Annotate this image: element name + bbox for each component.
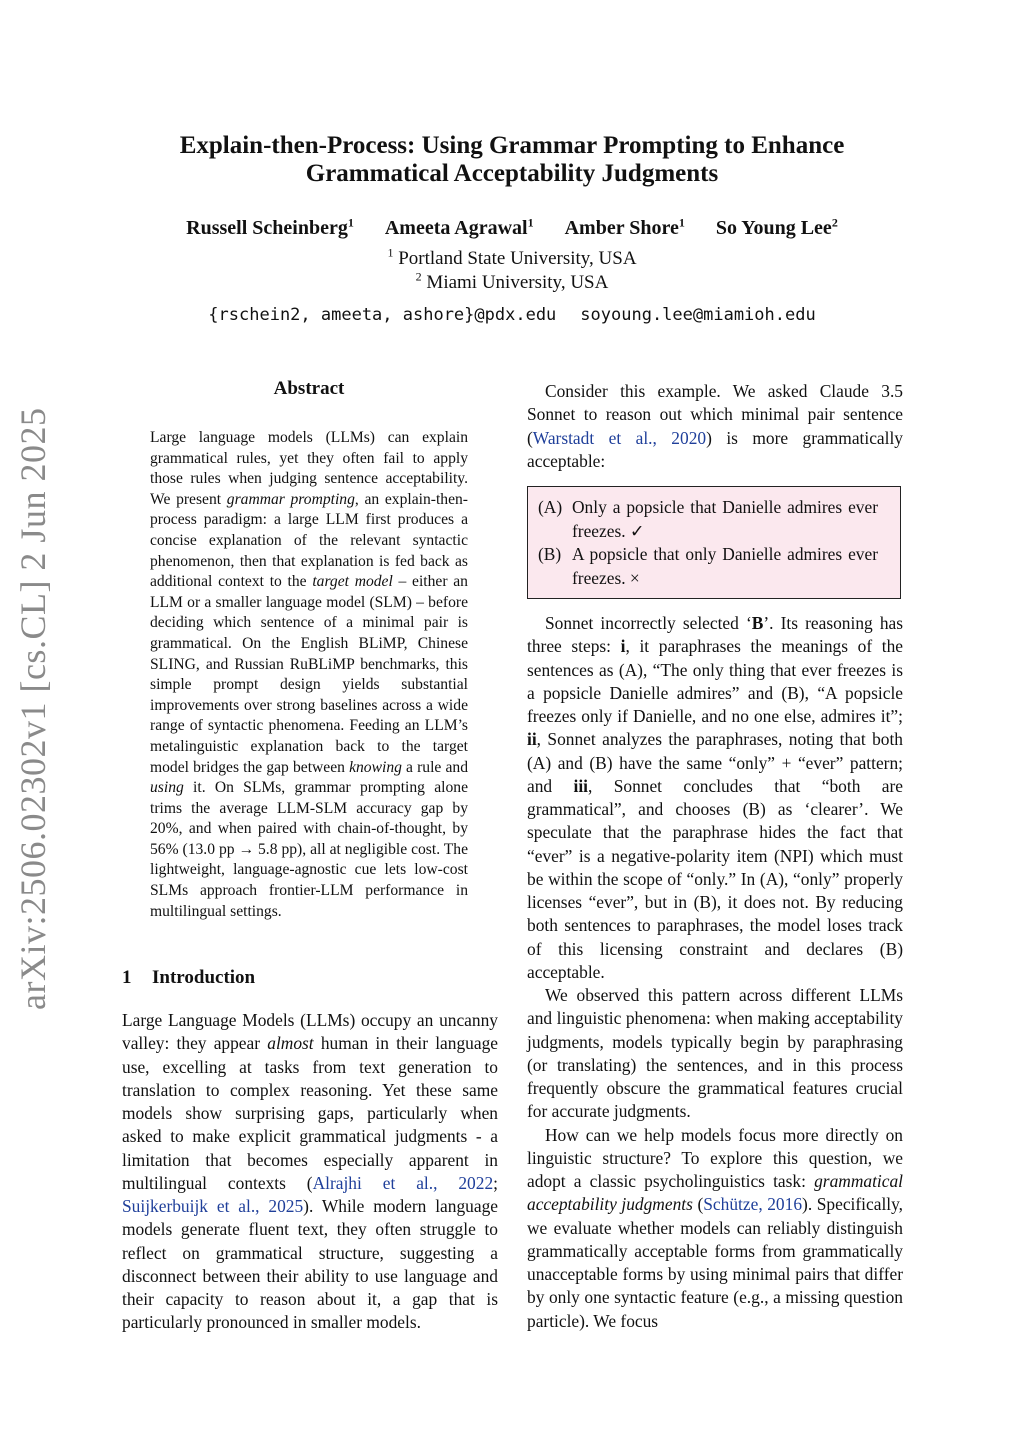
email: {rschein2, ameeta, ashore}@pdx.edu (208, 305, 557, 325)
author-list (110, 217, 914, 240)
title-line-1: Explain-then-Process: Using Grammar Prompting to Enhance (179, 132, 845, 159)
title-line-2: Grammatical Acceptability Judgments (305, 160, 719, 187)
example-item: (A) Only a popsicle that Danielle admires ever freezes. ✓ (538, 497, 878, 541)
example-item: (B) A popsicle that only Danielle admires ever freezes. × (538, 544, 878, 588)
email: soyoung.lee@miamioh.edu (580, 305, 816, 325)
citation-link[interactable]: Warstadt et al., 2020 (532, 427, 707, 448)
citation-link[interactable]: Schütze, 2016 (703, 1194, 803, 1215)
author: Ameeta Agrawal$^1$ (384, 215, 534, 239)
affiliation: $^1$ Portland State University, USA (387, 245, 637, 269)
citation-link[interactable]: Suijkerbuijk et al., 2025 (122, 1196, 304, 1216)
introduction-paragraph: Large Language Models (LLMs) occupy an uncanny valley: they appear almost human in their language use, excelling at tasks from text generation to translation to complex reasoning. Yet these same models show surprising gaps, particularly when asked to make explicit grammatical judgments - a limitation that becomes especially apparent in multilingual contexts (Alrajhi et al., 2022; Suijkerbuijk et al., 2025). While modern language models generate fluent text, they often struggle to reflect on grammatical structure, suggesting a disconnect between their ability to use language and their capacity to reason about it, a gap that is particularly pronounced in smaller models. (122, 1010, 498, 1333)
author-emails (110, 305, 914, 325)
example-box (527, 486, 901, 599)
arxiv-identifier: arXiv:2506.02302v1 [cs.CL] 2 Jun 2025 (13, 407, 53, 1010)
author: So Young Lee$^2$ (715, 215, 838, 239)
right-column-paragraph-1: Consider this example. We asked Claude 3.5 Sonnet to reason out which minimal pair sentence (Warstadt et al., 2020) is more grammatically acceptable: (527, 381, 903, 471)
paper-title (110, 132, 914, 188)
abstract-body: Large language models (LLMs) can explain grammatical rules, yet they often fail to apply those rules when judging sentence acceptability. We present grammar prompting, an explain-then-process paradigm: a large LLM first produces a concise explanation of the relevant syntactic phenomenon, then that explanation is fed back as additional context to the target model – either an LLM or a smaller language model (SLM) – before deciding which sentence of a minimal pair is grammatical. On the English BLiMP, Chinese SLING, and Russian RuBLiMP benchmarks, this simple prompt design yields substantial improvements over strong baselines across a wide range of syntactic phenomena. Feeding an LLM’s metalinguistic explanation back to the target model bridges the gap between knowing a rule and using it. On SLMs, grammar prompting alone trims the average LLM-SLM accuracy gap by 20%, and when paired with chain-of-thought, by 56% (13.0 pp → 5.8 pp), all at negligible cost. The lightweight, language-agnostic cue lets low-cost SLMs approach frontier-LLM performance in multilingual settings. (150, 429, 469, 920)
right-column-body: Sonnet incorrectly selected ‘B’. Its reasoning has three steps: i, it paraphrases the meanings of the sentences as (A), “The only thing that ever freezes is a popsicle Danielle admires” and (B), “A popsicle freezes only if Danielle, and no one else, admires it”; ii, Sonnet analyzes the paraphrases, noting that both (A) and (B) have the same “only” + “ever” pattern; and iii, Sonnet concludes that “both are grammatical”, and chooses (B) as ‘clearer’. We speculate that the paraphrase hides the fact that “ever” is a negative-polarity item (NPI) which must be within the scope of “only.” In (A), “only” properly licenses “ever”, but in (B), it does not. By reducing both sentences to paraphrases, the model loses track of this licensing constraint and declares (B) acceptable. We observed this pattern across different LLMs and linguistic phenomena: when making acceptability judgments, models typically begin by paraphrasing (or translating) the sentences, and in this process frequently obscure the grammatical features crucial for accurate judgments. How can we help models focus more directly on linguistic structure? To explore this question, we adopt a classic psycholinguistics task: grammatical acceptability judgments (Schütze, 2016). Specifically, we evaluate whether models can reliably distinguish grammatically acceptable forms from grammatically unacceptable forms by using minimal pairs that differ by only one syntactic feature (e.g., a missing question particle). We focus (527, 613, 904, 1331)
citation-link[interactable]: Alrajhi et al., 2022 (312, 1172, 494, 1193)
abstract-heading: Abstract (273, 378, 345, 399)
author: Amber Shore$^1$ (564, 215, 685, 239)
section-heading-introduction: 1 Introduction (122, 967, 256, 988)
affiliation: $^2$ Miami University, USA (415, 269, 609, 293)
author: Russell Scheinberg$^1$ (186, 215, 354, 239)
